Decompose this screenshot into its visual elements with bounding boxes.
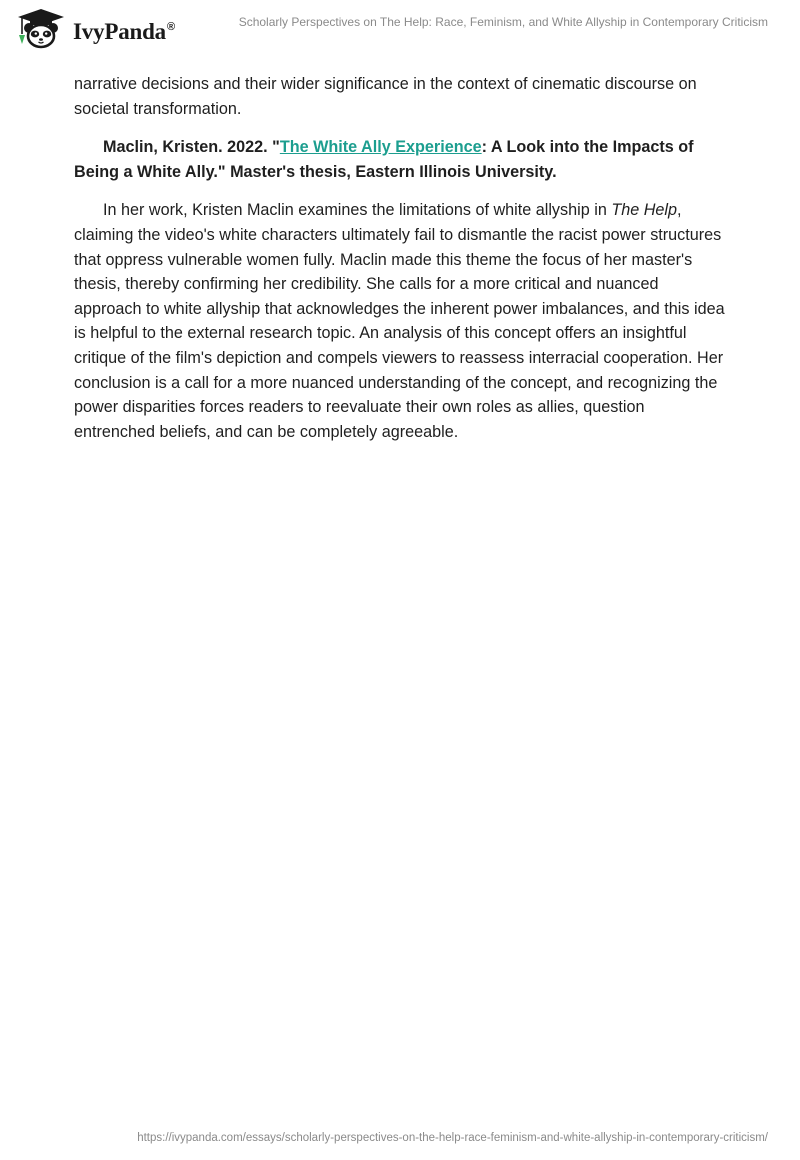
- ivypanda-logo[interactable]: [14, 8, 175, 50]
- essay-content: [74, 72, 726, 458]
- reference-link[interactable]: The White Ally Experience: [279, 138, 482, 157]
- reference-prefix: Maclin, Kristen. 2022. ": [103, 138, 280, 157]
- page-header: [0, 0, 800, 60]
- panda-graduation-cap-icon: [14, 8, 68, 50]
- footer-url[interactable]: https://ivypanda.com/essays/scholarly-perspectives-on-the-help-race-feminism-and-white-allyship-in-contemporary-criticism/: [137, 1132, 768, 1144]
- registered-mark: ®: [166, 21, 175, 34]
- analysis-after-title: , claiming the video's white characters ultimately fail to dismantle the racist power structures that oppress vulnerable women fully. Maclin made this theme the focus of her master's thesis, thereby confirming her credibility. She calls for a more critical and nuanced approach to white allyship that acknowledges the inherent power imbalances, and this idea is helpful to the external research topic. An analysis of this concept offers an insightful critique of the film's depiction and compels viewers to reassess interracial cooperation. Her conclusion is a call for a more nuanced understanding of the concept, and recognizing the power disparities forces readers to reevaluate their own roles as allies, question entrenched beliefs, and can be completely agreeable.: [74, 201, 725, 441]
- reference-entry: [74, 135, 726, 184]
- running-title: Scholarly Perspectives on The Help: Race, Feminism, and White Allyship in Contemporary Criticism: [238, 15, 768, 29]
- intro-paragraph: narrative decisions and their wider significance in the context of cinematic discourse on societal transformation.: [74, 75, 697, 118]
- analysis-before-title: In her work, Kristen Maclin examines the limitations of white allyship in: [103, 201, 612, 220]
- analysis-paragraph: [74, 198, 726, 444]
- brand-name: IvyPanda®: [73, 19, 175, 44]
- film-title: The Help: [611, 201, 678, 220]
- reference-suffix: : A Look into the Impacts of Being a White Ally." Master's thesis, Eastern Illinois University.: [74, 138, 694, 181]
